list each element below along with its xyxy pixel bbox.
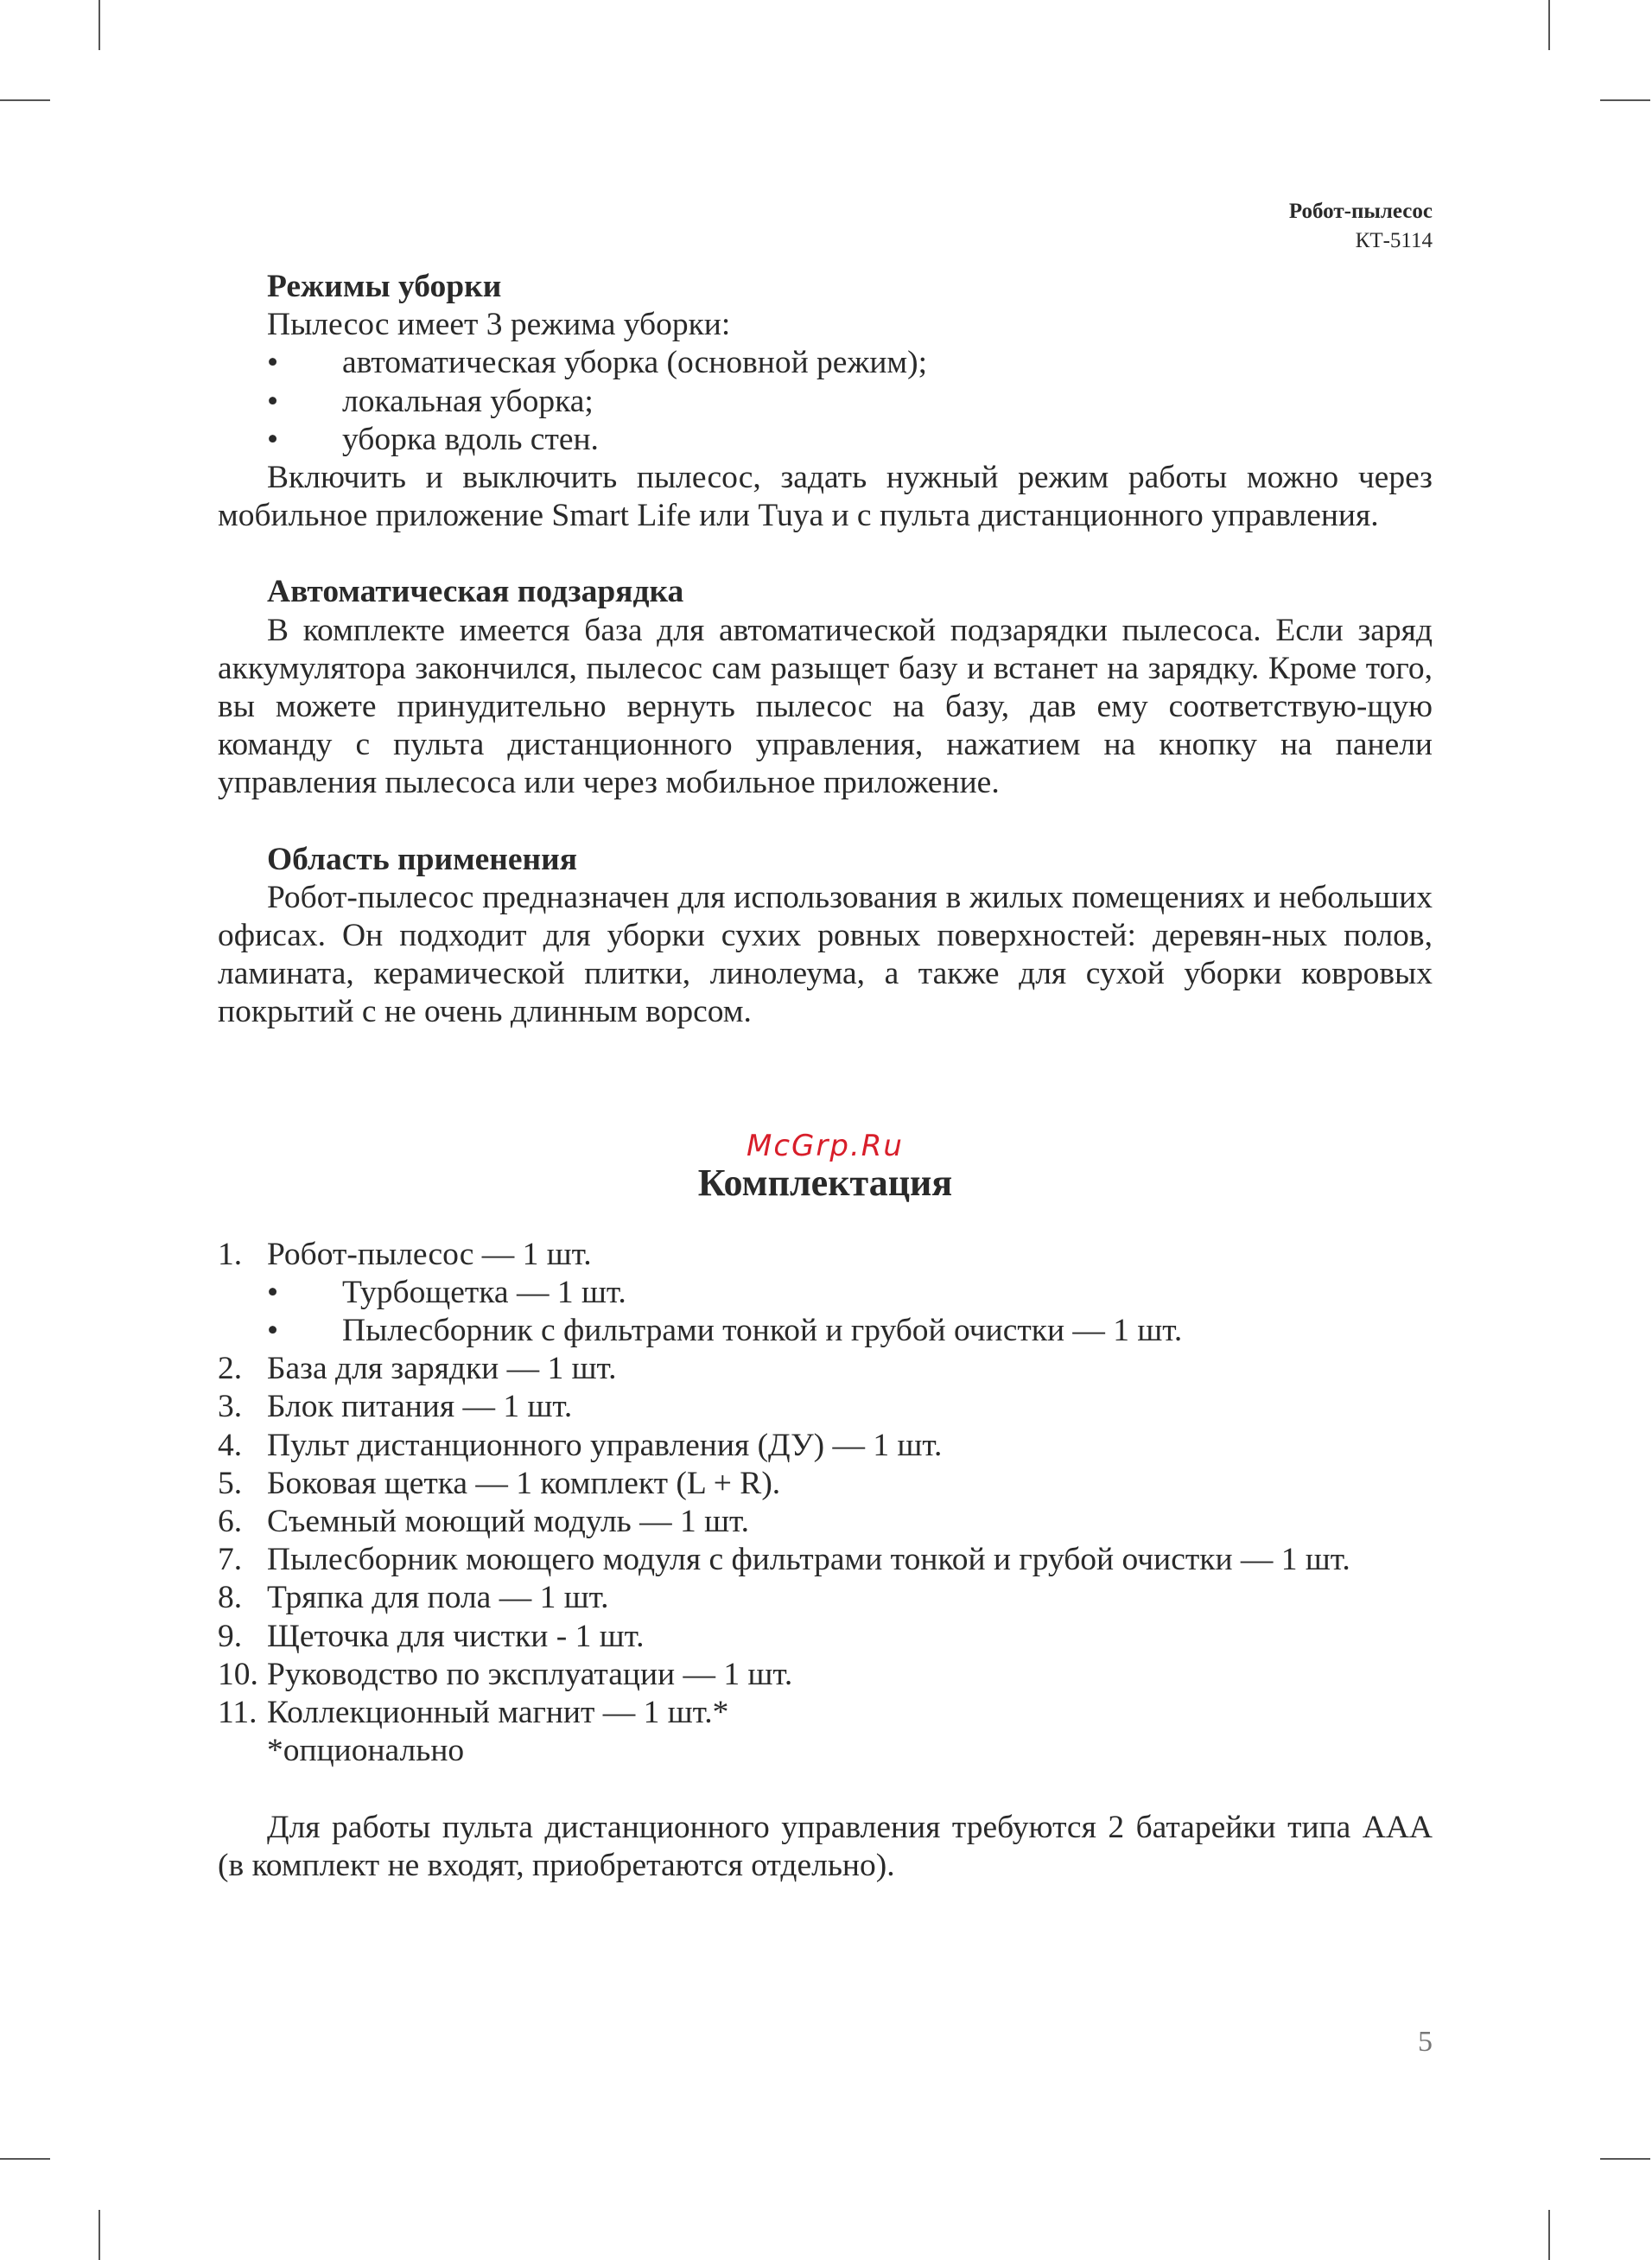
usage-paragraph: Робот-пылесос предназначен для использования в жилых помещениях и небольших офисах. Он подходит для уборки сухих ровных поверхностей: деревян-ных полов, ламината, керамической плитки, линолеума, а также для сухой уборки ковровых покрытий с не очень длинным ворсом. — [218, 879, 1433, 1030]
bullet-icon: • — [267, 383, 279, 419]
crop-mark — [0, 99, 50, 101]
heading-cleaning-modes: Режимы уборки — [267, 269, 502, 304]
section-auto-charging — [218, 573, 1433, 802]
list-item — [218, 1694, 1433, 1732]
list-item — [218, 421, 1433, 459]
list-item — [218, 1465, 1433, 1503]
list-item — [218, 1350, 1433, 1388]
item-number: 7. — [218, 1542, 243, 1578]
modes-paragraph: Включить и выключить пылесос, задать нужный режим работы можно через мобильное приложение Smart Life или Tuya и с пульта дистанционного управления. — [218, 460, 1433, 534]
item-number: 4. — [218, 1427, 243, 1463]
battery-note: Для работы пульта дистанционного управления требуются 2 батарейки типа ААА (в комплект не входят, приобретаются отдельно). — [218, 1809, 1433, 1883]
crop-mark — [1548, 2210, 1550, 2260]
item-number: 5. — [218, 1465, 243, 1501]
section-usage — [218, 841, 1433, 1032]
item-text: Тряпка для пола — 1 шт. — [267, 1580, 609, 1616]
header-model: КТ-5114 — [1355, 229, 1433, 252]
item-text: Руководство по эксплуатации — 1 шт. — [267, 1656, 793, 1692]
item-number: 11. — [218, 1695, 257, 1731]
item-number: 1. — [218, 1236, 243, 1272]
header-product: Робот-пылесос — [1288, 200, 1433, 223]
item-number: 2. — [218, 1351, 243, 1387]
list-item — [218, 1579, 1433, 1617]
crop-mark — [1548, 0, 1550, 50]
list-subitem — [218, 1312, 1433, 1350]
bullet-icon: • — [267, 1274, 279, 1310]
bullet-icon: • — [267, 421, 279, 457]
page-content — [218, 268, 1433, 1885]
list-item-text: автоматическая уборка (основной режим); — [342, 345, 928, 381]
list-item-text: локальная уборка; — [342, 383, 594, 419]
heading-usage: Область применения — [267, 841, 578, 877]
item-text: Коллекционный магнит — 1 шт.* — [267, 1695, 729, 1731]
crop-mark — [98, 2210, 100, 2260]
list-item — [218, 1236, 1433, 1274]
item-text: Пульт дистанционного управления (ДУ) — 1 шт. — [267, 1427, 943, 1463]
list-item — [218, 1618, 1433, 1656]
item-text: Съемный моющий модуль — 1 шт. — [267, 1504, 749, 1540]
item-text: Робот-пылесос — 1 шт. — [267, 1236, 592, 1272]
list-item-text: уборка вдоль стен. — [342, 421, 599, 457]
list-item — [218, 1388, 1433, 1426]
item-number: 6. — [218, 1504, 243, 1540]
item-number: 10. — [218, 1656, 258, 1692]
list-item — [218, 344, 1433, 382]
crop-mark — [98, 0, 100, 50]
list-item — [218, 1427, 1433, 1465]
item-number: 8. — [218, 1580, 243, 1616]
subitem-text: Пылесборник с фильтрами тонкой и грубой очистки — 1 шт. — [342, 1313, 1183, 1349]
watermark-text: McGrp.Ru — [747, 1128, 904, 1163]
item-number: 9. — [218, 1618, 243, 1654]
crop-mark — [1600, 2158, 1650, 2160]
list-item — [218, 1656, 1433, 1694]
item-text: Блок питания — 1 шт. — [267, 1389, 573, 1425]
crop-mark — [0, 2158, 50, 2160]
running-header — [1289, 197, 1433, 256]
item-text: Боковая щетка — 1 комплект (L + R). — [267, 1465, 781, 1501]
list-item — [218, 383, 1433, 421]
list-subitem — [218, 1274, 1433, 1312]
modes-intro: Пылесос имеет 3 режима уборки: — [267, 307, 731, 343]
section-cleaning-modes — [218, 268, 1433, 535]
item-number: 3. — [218, 1389, 243, 1425]
footnote: *опционально — [267, 1733, 465, 1769]
item-text: Пылесборник моющего модуля с фильтрами тонкой и грубой очистки — 1 шт. — [267, 1542, 1350, 1578]
bullet-icon: • — [267, 345, 279, 381]
list-item — [218, 1541, 1433, 1579]
heading-kit: Комплектация — [697, 1161, 953, 1204]
bullet-icon: • — [267, 1313, 279, 1349]
page-number: 5 — [1418, 2026, 1433, 2058]
section-kit — [218, 1130, 1433, 1885]
heading-auto-charging: Автоматическая подзарядка — [267, 574, 684, 610]
subitem-text: Турбощетка — 1 шт. — [342, 1274, 626, 1310]
charging-paragraph: В комплекте имеется база для автоматической подзарядки пылесоса. Если заряд аккумулятора закончился, пылесос сам разыщет базу и встанет на зарядку. Кроме того, вы можете принудительно вернуть пылесос на базу, дав ему соответствую-щую команду с пульта дистанционного управления, нажатием на кнопку на панели управления пылесоса или через мобильное приложение. — [218, 612, 1433, 801]
item-text: Щеточка для чистки - 1 шт. — [267, 1618, 645, 1654]
list-item — [218, 1503, 1433, 1541]
item-text: База для зарядки — 1 шт. — [267, 1351, 617, 1387]
crop-mark — [1600, 99, 1650, 101]
